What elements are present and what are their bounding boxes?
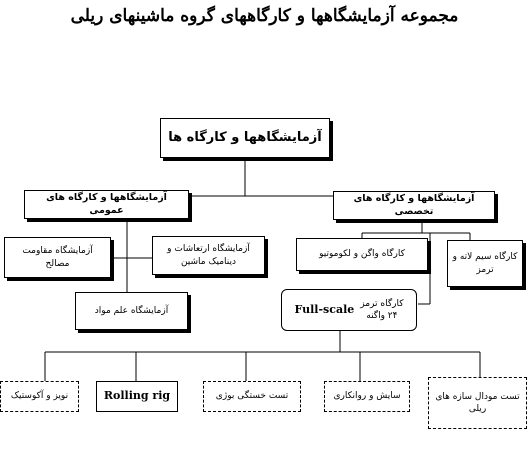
general-labs-node xyxy=(24,190,189,219)
materials-science-lab-node xyxy=(75,292,188,330)
wear-lubrication-label: سایش و روانکاری xyxy=(333,391,401,402)
specialized-labs-node xyxy=(333,191,495,220)
modal-test-label: تست مودال سازه های ریلی xyxy=(435,391,520,414)
root-node xyxy=(160,118,330,158)
page-title: مجموعه آزمایشگاهها و کارگاههای گروه ماشینهای ریلی xyxy=(70,6,459,26)
full-scale-fa-label xyxy=(360,298,403,322)
strength-of-materials-lab-label: آزمایشگاه مقاومت مصالح xyxy=(22,246,93,269)
rolling-rig-label: Rolling rig xyxy=(103,389,171,403)
noise-acoustics-label: نویز و آکوستیک xyxy=(10,391,69,402)
rolling-rig-node xyxy=(96,381,178,412)
noise-acoustics-node xyxy=(0,381,79,412)
wagon-locomotive-workshop-label: کارگاه واگن و لکوموتیو xyxy=(319,249,405,260)
general-labs-label: آزمایشگاهها و کارگاه های عمومی xyxy=(46,191,167,216)
vibration-dynamics-lab-label: آزمایشگاه ارتعاشات و دینامیک ماشین xyxy=(167,244,250,267)
full-scale-en-label: Full-scale xyxy=(294,302,355,316)
strength-of-materials-lab-node xyxy=(4,237,111,278)
materials-science-lab-label: آزمایشگاه علم مواد xyxy=(94,305,169,316)
full-scale-fa-line-2: ۲۴ واگنه xyxy=(366,311,398,321)
full-scale-fa-line-1: کارگاه ترمز xyxy=(360,298,404,309)
modal-test-node xyxy=(428,377,527,429)
full-scale-brake-workshop-node xyxy=(281,289,417,331)
wiring-brake-workshop-node xyxy=(447,240,523,287)
vibration-dynamics-lab-node xyxy=(152,236,265,275)
root-label: آزمایشگاهها و کارگاه ها xyxy=(168,130,322,146)
wiring-brake-workshop-label: کارگاه سیم لاته و ترمز xyxy=(452,252,518,275)
wagon-locomotive-workshop-node xyxy=(296,238,428,271)
bogie-fatigue-test-node xyxy=(203,381,301,412)
bogie-fatigue-test-label: تست خستگی بوژی xyxy=(215,391,289,402)
wear-lubrication-node xyxy=(324,381,410,412)
specialized-labs-label: آزمایشگاهها و کارگاه های تخصصی xyxy=(353,192,475,217)
